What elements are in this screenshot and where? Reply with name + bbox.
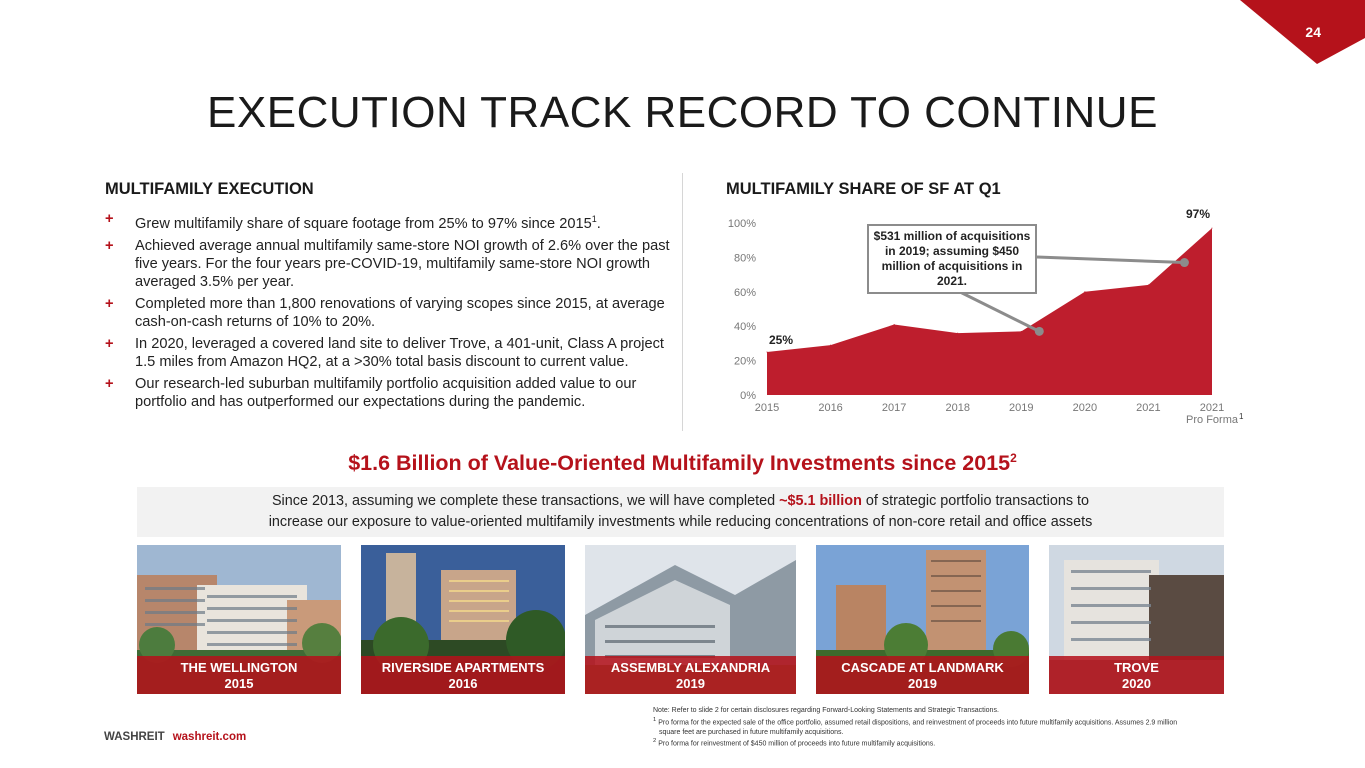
footnote-note: Note: Refer to slide 2 for certain disclosures regarding Forward-Looking Statements and Strategic Transactions. [653,707,999,714]
banner-line-1: Since 2013, assuming we complete these transactions, we will have completed ~$5.1 billion of strategic portfolio transactions to [271,493,1090,509]
data-point [1212,228,1213,229]
property-photo-wellington [137,545,341,694]
x-tick-label: 2019 [1009,402,1034,414]
callout-point [1180,258,1189,267]
x-tick-superscript: 1 [1239,412,1244,421]
x-tick-label: 2021 [1199,402,1225,414]
x-tick-label: 2020 [1072,402,1098,414]
y-tick-label: 60% [733,286,756,299]
chart-title: MULTIFAMILY SHARE OF SF AT Q1 [726,180,1001,198]
acquisition-callout: $531 million of acquisitions in 2019; assuming $450 million of acquisitions in 2021. [867,224,1037,294]
property-photo-cascade [816,545,1029,694]
footnote-1: $^1$ Pro forma for the expected sale of the office portfolio, assumed retail dispositions, and reinvestment of proceeds into future multifamily acquisitions. Assumes 2.9 million [653,716,1178,726]
x-tick-label: 2016 [818,402,843,414]
investment-headline: $1.6 Billion of Value-Oriented Multifamily Investments since 2015$^2$ [348,451,1017,476]
property-caption: RIVERSIDE APARTMENTS 2016 [361,656,565,694]
property-photo-trove [1049,545,1224,694]
plus-icon: + [105,237,114,254]
property-caption: THE WELLINGTON 2015 [137,656,341,694]
data-label: 25% [769,333,794,347]
slide-title: EXECUTION TRACK RECORD TO CONTINUE [207,88,1158,137]
y-tick-label: 20% [733,355,756,368]
bullet-item: + In 2020, leveraged a covered land site to deliver Trove, a 401-unit, Class A project 1.5 miles from Amazon HQ2, at a >30% total basis discount to current value. [105,335,664,370]
page-number: 24 [1305,24,1321,40]
plus-icon: + [105,295,114,312]
brand-name: WASHREIT [104,731,165,743]
corner-accent [1240,0,1365,64]
data-point [830,345,831,346]
banner-highlight: ~$5.1 billion [779,493,862,509]
data-point [1084,291,1085,292]
plus-icon: + [105,335,114,352]
x-tick-label: 2015 [754,402,780,414]
property-photo-assembly [585,545,796,694]
property-caption: TROVE 2020 [1049,656,1224,694]
x-tick-label: Pro Forma [1186,414,1238,426]
footer-brand [104,731,246,743]
callout-connector [1037,257,1184,263]
x-tick-label: 2017 [881,402,907,414]
bullet-item: + Achieved average annual multifamily same-store NOI growth of 2.6% over the past five years. For the four years pre-COVID-19, multifamily same-store NOI growth averaged 3.5% per year. [105,237,670,290]
banner-line-2: increase our exposure to value-oriented multifamily investments while reducing concentrations of non-core retail and office assets [268,514,1093,530]
data-point [1021,331,1022,332]
plus-icon: + [105,211,114,227]
callout-point [1035,327,1044,336]
x-tick-label: 2021 [1136,402,1161,414]
property-caption: ASSEMBLY ALEXANDRIA 2019 [585,656,796,694]
data-point [957,333,958,334]
execution-bullet-list [105,210,680,415]
y-tick-label: 40% [733,321,756,334]
summary-banner [137,487,1224,537]
plus-icon: + [105,375,114,392]
property-photo-riverside [361,545,565,694]
y-tick-label: 0% [740,390,756,402]
bullet-item: + Completed more than 1,800 renovations of varying scopes since 2015, at average cash-on-cash returns of 10% to 20%. [105,295,665,330]
y-tick-label: 100% [727,218,756,230]
data-point [767,352,768,353]
data-label: 97% [1186,207,1211,222]
column-divider [682,173,683,431]
footnote-2: $^2$ Pro forma for reinvestment of $450 million of proceeds into future multifamily acquisitions. [653,738,936,748]
footnotes [653,706,1343,749]
bullet-item: + Our research-led suburban multifamily portfolio acquisition added value to our portfolio and has outperformed our expectations during the pandemic. [105,375,637,410]
bullet-item: + Grew multifamily share of square footage from 25% to 97% since 2015$^1$. [105,211,601,232]
y-tick-label: 80% [733,252,756,265]
brand-url[interactable]: washreit.com [172,731,247,743]
property-caption: CASCADE AT LANDMARK 2019 [816,656,1029,694]
x-tick-label: 2018 [945,402,970,414]
left-section-heading: MULTIFAMILY EXECUTION [105,180,314,198]
data-point [1148,284,1149,285]
footnote-1-continued: square feet are purchased in future multifamily acquisitions. [659,728,844,736]
data-point [894,324,895,325]
